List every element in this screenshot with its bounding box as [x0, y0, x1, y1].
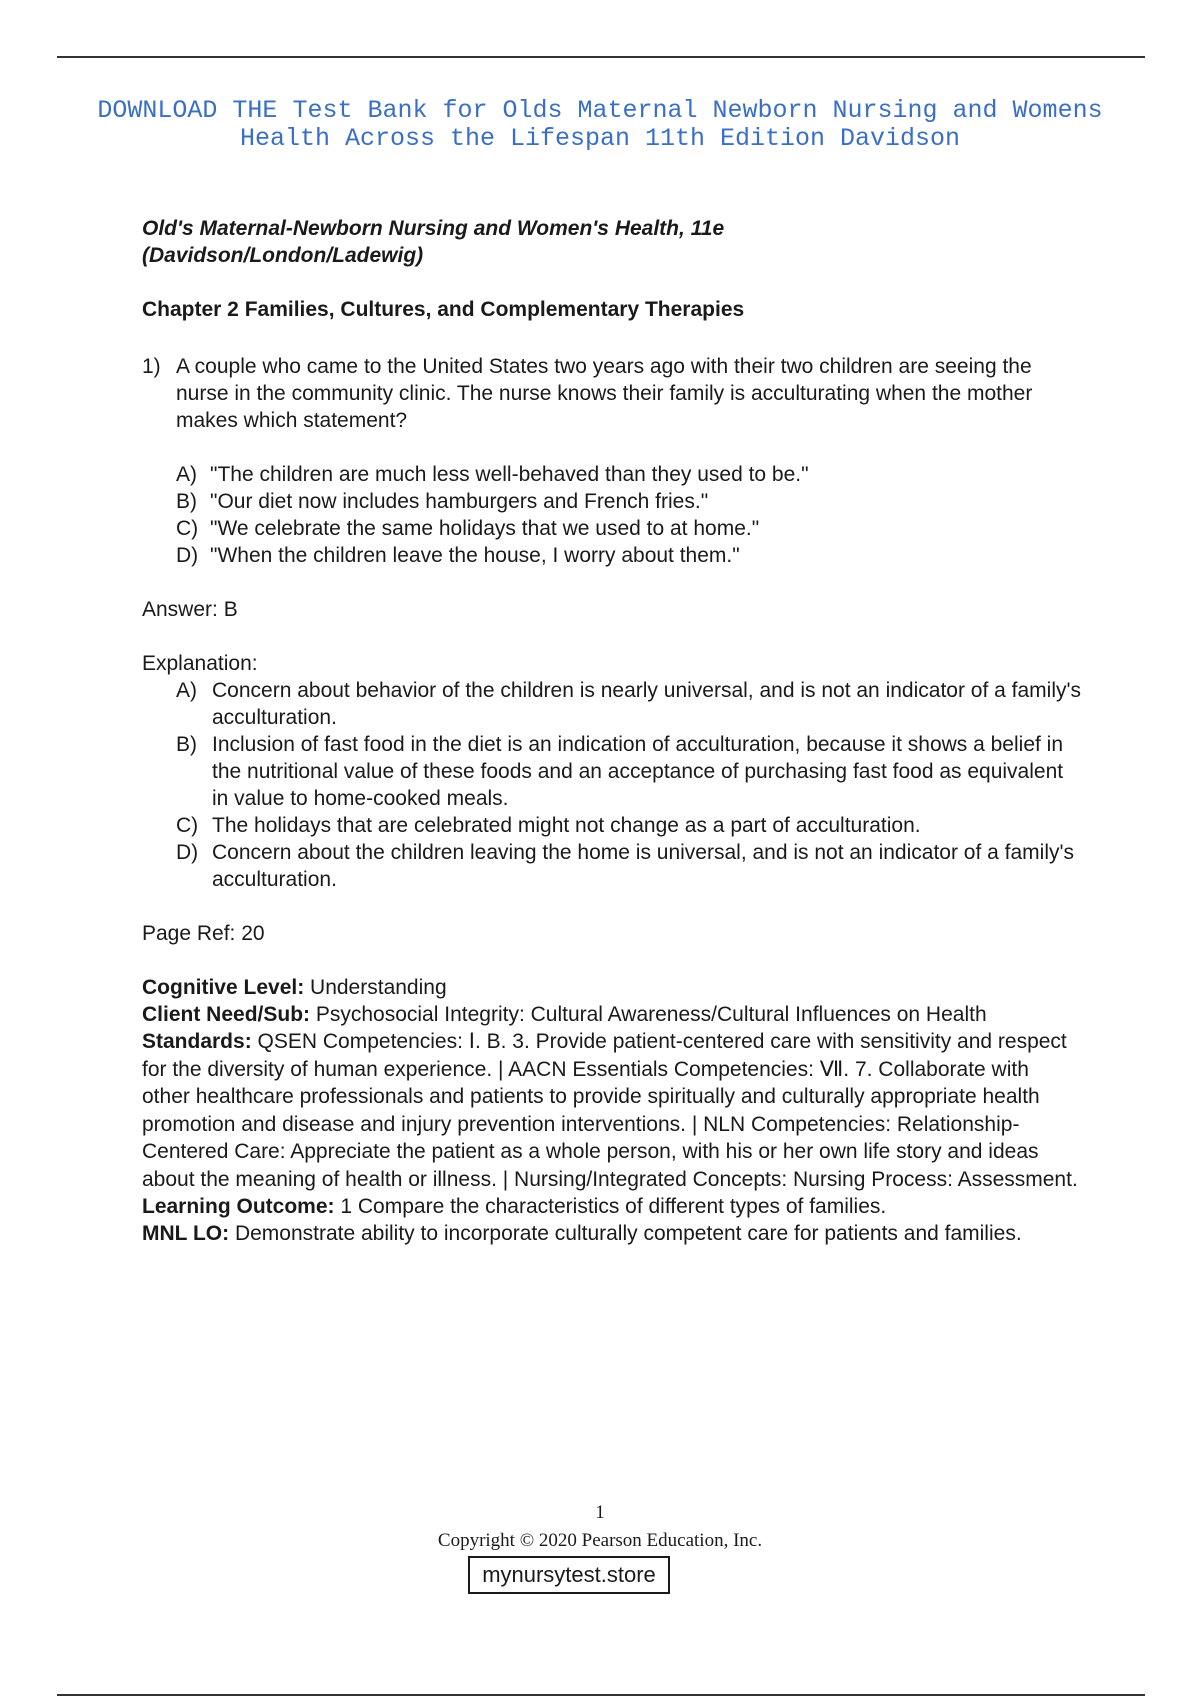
option-a: A) "The children are much less well-behaved than they used to be.": [176, 463, 809, 486]
mnl-lo: MNL LO: Demonstrate ability to incorporate culturally competent care for patients and families.: [142, 1222, 1022, 1245]
page-ref: Page Ref: 20: [142, 922, 265, 945]
top-divider: [57, 56, 1145, 58]
question-metadata: [142, 974, 1082, 1247]
answer-options: [176, 461, 1082, 569]
question-text: A couple who came to the United States two years ago with their two children are seeing the nurse in the community clinic. The nurse knows their family is acculturating when the mother makes which statement?: [176, 355, 1033, 432]
option-b: B) "Our diet now includes hamburgers and French fries.": [176, 490, 709, 513]
learning-outcome: Learning Outcome: 1 Compare the characteristics of different types of families.: [142, 1195, 887, 1218]
standards: Standards: QSEN Competencies: Ⅰ. B. 3. Provide patient-centered care with sensitivity and respect for the diversity of human experience. | AACN Essentials Competencies: Ⅶ. 7. Collaborate with other healthcare professionals and patients to provide spiritually and culturally appropriate health promotion and disease and injury prevention interventions. | NLN Competencies: Relationship-Centered Care: Appreciate the patient as a whole person, with his or her own life story and ideas about the meaning of health or illness. | Nursing/Integrated Concepts: Nursing Process: Assessment.: [142, 1030, 1078, 1191]
option-c: C) "We celebrate the same holidays that we used to at home.": [176, 517, 760, 540]
question: [142, 353, 1082, 434]
explanation-d: D) Concern about the children leaving the home is universal, and is not an indicator of a family's acculturation.: [176, 841, 1074, 891]
explanation-a: A) Concern about behavior of the children is nearly universal, and is not an indicator of a family's acculturation.: [176, 679, 1081, 729]
store-watermark[interactable]: mynursytest.store: [468, 1556, 670, 1594]
bottom-divider: [57, 1694, 1145, 1696]
explanation-b: B) Inclusion of fast food in the diet is an indication of acculturation, because it shows a belief in the nutritional value of these foods and an acceptance of purchasing fast food as equivalent in value to home-cooked meals.: [176, 733, 1064, 810]
explanations: [176, 677, 1082, 893]
option-d: D) "When the children leave the house, I worry about them.": [176, 544, 740, 567]
banner-line-1[interactable]: DOWNLOAD THE Test Bank for Olds Maternal Newborn Nursing and Womens: [97, 96, 1103, 125]
page-number: 1: [595, 1502, 605, 1523]
question-number: 1): [142, 355, 161, 378]
client-need: Client Need/Sub: Psychosocial Integrity: Cultural Awareness/Cultural Influences on Health: [142, 1003, 987, 1026]
download-banner[interactable]: [40, 97, 1160, 153]
explanation-heading: Explanation:: [142, 652, 258, 675]
copyright: Copyright © 2020 Pearson Education, Inc.: [437, 1530, 763, 1551]
explanation-c: C) The holidays that are celebrated might not change as a part of acculturation.: [176, 814, 921, 837]
chapter-title: Chapter 2 Families, Cultures, and Complementary Therapies: [142, 298, 745, 321]
book-title: Old's Maternal-Newborn Nursing and Women's Health, 11e (Davidson/London/Ladewig): [142, 217, 725, 267]
document-body: [142, 215, 1082, 1247]
banner-line-2[interactable]: Health Across the Lifespan 11th Edition Davidson: [239, 124, 961, 153]
answer: Answer: B: [142, 598, 238, 621]
cognitive-level: Cognitive Level: Understanding: [142, 976, 447, 999]
